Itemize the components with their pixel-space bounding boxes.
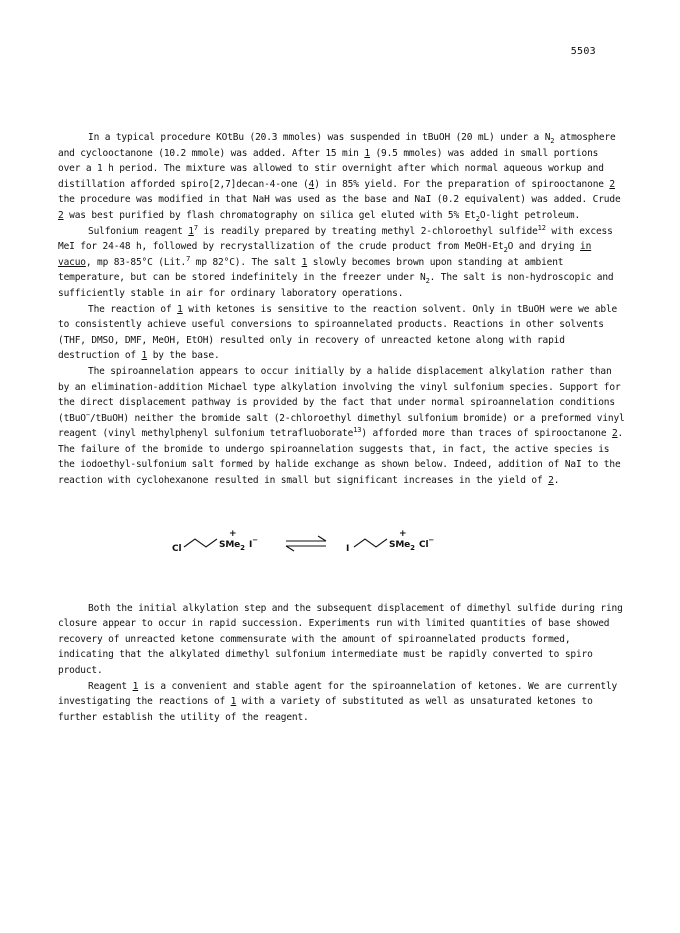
text-run: with a variety of substituted as well as unsaturated ketones to further establish the utility of the reagent. [58,696,593,723]
subscript: 2 [503,246,508,255]
superscript: 13 [353,426,362,435]
paragraph-solvent [58,302,626,364]
compound-ref: 2 [609,178,615,190]
text-run: O and drying [507,241,581,253]
superscript: − [85,410,90,419]
left-halogen: Cl [172,543,182,554]
compound-ref: 2 [611,428,618,440]
subscript: 2 [475,214,480,223]
paragraph-conclusion [58,679,626,726]
text-run: mp 82°C). The salt [190,256,302,268]
left-ethyl-chain [184,539,217,547]
compound-ref: 2 [58,209,64,221]
text-run: O-light petroleum. [479,209,581,221]
paragraph-mechanism [58,364,626,489]
text-run: /tBuOH) neither the bromide salt (2-chloroethyl dimethyl sulfonium bromide) or a preformed vinyl reagent (vinyl methylphenyl sulfonium tetrafluoborate [58,412,625,440]
left-counterion: I− [249,535,258,550]
right-sulfonium-group: SMe$_2$ [389,539,415,552]
compound-ref: 1 [188,225,194,237]
halide-exchange-scheme [58,517,626,567]
superscript: 7 [186,254,191,263]
text-run: atmosphere and cyclooctanone (10.2 mmole) was added. After 15 min [58,132,616,159]
compound-ref: 1 [141,350,148,362]
page-number: 5503 [570,46,596,57]
paragraph-reagent-prep [58,224,626,302]
paragraph-procedure [58,130,626,224]
left-sulfonium-charge: + [229,528,237,539]
subscript: 2 [425,277,430,286]
superscript: 7 [193,223,198,232]
left-sulfonium-group: SMe$_2$ [219,539,245,552]
text-run: . The failure of the bromide to undergo spiroannelation suggests that, in fact, the active species is the iodoethyl-sulfonium salt formed by halide exchange as shown below. Indeed, addition of NaI to the reaction with cyclohexanone resulted in small but significant increases in the yield of [58,428,624,487]
text-run: The spiroannelation appears to occur initially by a halide displacement alkylation rather than by an elimination-addition Michael type alkylation involving the vinyl sulfonium species. Support for the direct displacement pathway is provided by the fact that under normal spiroannelation conditions (tBuO [58,365,621,424]
text-run: was best purified by flash chromatography on silica gel eluted with 5% Et [63,209,476,221]
reaction-scheme-svg [58,517,626,567]
superscript: 12 [537,223,546,232]
compound-ref: 1 [177,303,183,315]
text-run: . [553,475,560,487]
text-run: In a typical procedure KOtBu (20.3 mmoles) was suspended in tBuOH (20 mL) under a N [88,132,551,143]
text-run: . The salt is non-hydroscopic and sufficiently stable in air for ordinary laboratory operations. [58,272,614,299]
compound-ref: 2 [548,475,554,487]
compound-ref: 1 [364,147,370,159]
compound-ref: 4 [308,178,315,190]
compound-ref: in vacuo [58,241,592,268]
text-run: Reagent [88,680,133,692]
equilibrium-arrow-icon [286,536,326,551]
text-run: Sulfonium reagent [88,225,189,237]
paragraph-ring-closure [58,601,626,679]
text-run: is a convenient and stable agent for the spiroannelation of ketones. We are currently investigating the reactions of [58,680,618,708]
text-run: with excess MeI for 24-48 h, followed by recrystallization of the crude product from MeOH-Et [58,225,613,253]
compound-ref: 1 [132,680,139,692]
text-run: Both the initial alkylation step and the subsequent displacement of dimethyl sulfide during ring closure appear to occur in rapid succession. Experiments run with limited quantities of base showed recovery of unreacted ketone commensurate with the amount of spiroannelated products formed, indicating that the alkylated dimethyl sulfonium intermediate must be rapidly converted to spiro product. [58,602,623,677]
text-run: is readily prepared by treating methyl 2-chloroethyl sulfide [197,225,538,237]
text-run: ) afforded more than traces of spirooctanone [361,428,612,440]
text-run: with ketones is sensitive to the reaction solvent. Only in tBuOH were we able to consistently achieve useful conversions to spiroannelated products. Reactions in other solvents (THF, DMSO, DMF, MeOH, EtOH) resulted only in recovery of unreacted ketone along with rapid destruction of [58,303,618,362]
text-run: ) in 85% yield. For the preparation of spirooctanone [314,178,610,190]
subscript: 2 [550,136,555,145]
right-halogen: I [346,543,350,554]
text-run: , mp 83-85°C (Lit. [85,256,187,268]
text-run: The reaction of [88,303,178,315]
text-run: slowly becomes brown upon standing at ambient temperature, but can be stored indefinitely in the freezer under N [58,256,564,284]
article-body [58,130,626,725]
text-run: (9.5 mmoles) was added in small portions over a 1 h period. The mixture was allowed to stir overnight after which normal aqueous workup and distillation afforded spiro[2,7]decan-4-one ( [58,147,604,190]
text-run: the procedure was modified in that NaH was used as the base and NaI (0.2 equivalent) was added. Crude [58,194,621,206]
right-counterion: Cl− [419,535,435,550]
compound-ref: 1 [301,256,308,268]
compound-ref: 1 [230,696,237,708]
right-ethyl-chain [354,539,387,547]
text-run: by the base. [147,350,220,362]
right-sulfonium-charge: + [399,528,407,539]
